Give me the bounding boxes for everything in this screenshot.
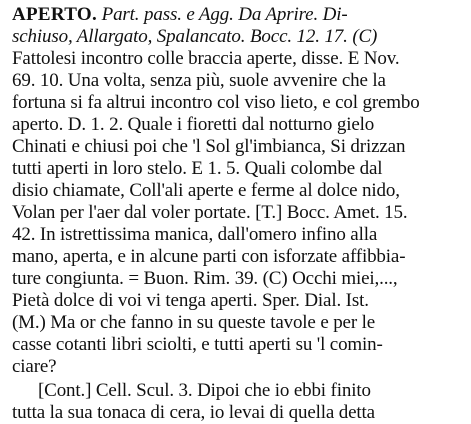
entry-line-13 [12,268,464,290]
entry-text: aperto. D. 1. 2. Quale i fioretti dal notturno gielo [12,114,375,135]
entry-line-11 [12,224,464,246]
entry-line-10 [12,202,464,224]
entry-text: Pietà dolce di voi vi tenga aperti. Sper. Dial. Ist. [12,290,369,311]
entry-line-1 [12,4,464,26]
entry-line-19 [12,402,464,424]
entry-text: casse cotanti libri sciolti, e tutti aperti su 'l comin- [12,334,383,355]
entry-text: fortuna si fa altrui incontro col viso lieto, e col grembo [12,92,420,113]
entry-text: tutta la sua tonaca di cera, io levai di quella detta [12,402,375,423]
entry-text: 69. 10. Una volta, senza più, suole avvenire che la [12,70,386,91]
entry-text: Fattolesi incontro colle braccia aperte, disse. E Nov. [12,48,400,69]
entry-text: (M.) Ma or che fanno in su queste tavole e per le [12,312,376,333]
entry-text: tutti aperti in loro stelo. E 1. 5. Quali colombe dal [12,158,383,179]
entry-text: schiuso, Allargato, Spalancato. Bocc. 12. 17. (C) [12,26,378,47]
entry-line-15 [12,312,464,334]
entry-text: ciare? [12,356,57,377]
entry-text: mano, aperta, e in alcune parti con isforzate affibbia- [12,246,406,267]
entry-line-6 [12,114,464,136]
entry-line-18 [38,380,464,402]
entry-line-7 [12,136,464,158]
entry-text: Chinati e chiusi poi che 'l Sol gl'imbianca, Si drizzan [12,136,406,157]
entry-text: Volan per l'aer dal voler portate. [T.] Bocc. Amet. 15. [12,202,408,223]
entry-text: [Cont.] Cell. Scul. 3. Dipoi che io ebbi finito [38,380,371,401]
entry-text: ture congiunta. = Buon. Rim. 39. (C) Occhi miei,..., [12,268,398,289]
entry-text: Part. pass. e Agg. Da Aprire. Di- [101,4,348,25]
entry-text: 42. In istrettissima manica, dall'omero infino alla [12,224,378,245]
entry-line-16 [12,334,464,356]
entry-line-14 [12,290,464,312]
entry-headword: APERTO. [12,4,98,25]
entry-line-12 [12,246,464,268]
entry-text: disio chiamate, Coll'ali aperte e ferme al dolce nido, [12,180,400,201]
entry-line-9 [12,180,464,202]
entry-line-3 [12,48,464,70]
entry-line-5 [12,92,464,114]
entry-line-17 [12,356,464,378]
entry-line-8 [12,158,464,180]
entry-line-4 [12,70,464,92]
entry-line-2 [12,26,464,48]
